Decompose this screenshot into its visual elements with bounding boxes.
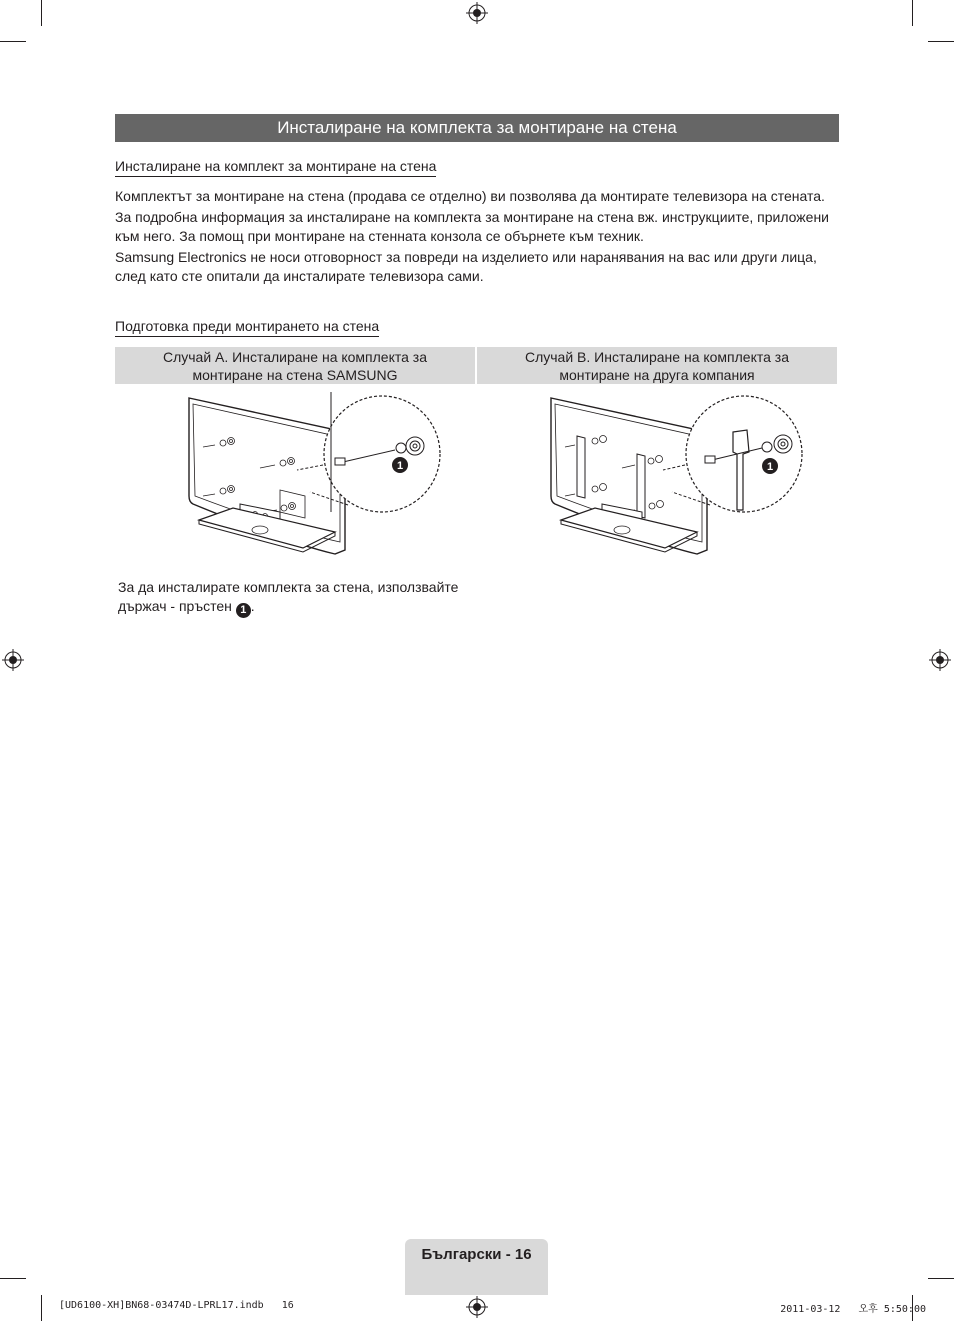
crop-mark bbox=[41, 1295, 42, 1321]
number-badge-icon: 1 bbox=[236, 603, 251, 618]
case-b-line1: Случай B. Инсталиране на комплекта за bbox=[524, 348, 790, 365]
caption-line2-prefix: държач - пръстен bbox=[118, 598, 232, 614]
footer-file-info: [UD6100-XH]BN68-03474D-LPRL17.indb 16 bbox=[59, 1300, 294, 1311]
registration-mark-icon bbox=[2, 649, 24, 671]
caption-line1: За да инсталирате комплекта за стена, използвайте bbox=[118, 579, 459, 595]
crop-mark bbox=[912, 0, 913, 26]
callout-number: 1 bbox=[396, 460, 404, 472]
crop-mark bbox=[928, 41, 954, 42]
case-a-header bbox=[115, 347, 475, 384]
section-title: Инсталиране на комплекта за монтиране на стена bbox=[277, 118, 677, 137]
crop-mark bbox=[0, 1278, 26, 1279]
section-title-bar bbox=[115, 114, 839, 142]
subheading-install-kit: Инсталиране на комплект за монтиране на стена bbox=[115, 158, 436, 177]
crop-mark bbox=[0, 41, 26, 42]
callout-number: 1 bbox=[766, 461, 774, 473]
tv-wall-mount-illustration-b bbox=[547, 392, 807, 564]
intro-paragraphs bbox=[115, 187, 839, 288]
paragraph: Samsung Electronics не носи отговорност за повреди на изделието или наранявания на вас или други лица, след като сте опитали да инсталирате телевизора сами. bbox=[115, 249, 817, 284]
registration-mark-icon bbox=[929, 649, 951, 671]
paragraph: Комплектът за монтиране на стена (продава се отделно) ви позволява да монтирате телевизора на стената. bbox=[115, 188, 825, 204]
subheading-preparation: Подготовка преди монтирането на стена bbox=[115, 318, 379, 337]
tv-wall-mount-illustration-a bbox=[185, 392, 445, 564]
page-label: Български - 16 bbox=[421, 1246, 532, 1263]
caption-line2-suffix: . bbox=[250, 598, 255, 614]
crop-mark bbox=[41, 0, 42, 26]
caption-line2 bbox=[118, 597, 488, 618]
case-a-line2: монтиране на стена SAMSUNG bbox=[192, 366, 398, 383]
registration-mark-icon bbox=[466, 1296, 488, 1318]
page-number-tab bbox=[405, 1239, 548, 1295]
footer-datetime: 2011-03-12 오후 5:50:00 bbox=[780, 1304, 926, 1315]
case-b-line2: монтиране на друга компания bbox=[559, 366, 755, 383]
caption bbox=[118, 578, 488, 618]
crop-mark bbox=[928, 1278, 954, 1279]
case-a-line1: Случай А. Инсталиране на комплекта за bbox=[162, 348, 428, 365]
case-b-header bbox=[477, 347, 837, 384]
paragraph: За подробна информация за инсталиране на комплекта за монтиране на стена вж. инструкциите, приложени към него. За помощ при монтиране на стенната конзола се обърнете към техник. bbox=[115, 209, 829, 244]
registration-mark-icon bbox=[466, 2, 488, 24]
